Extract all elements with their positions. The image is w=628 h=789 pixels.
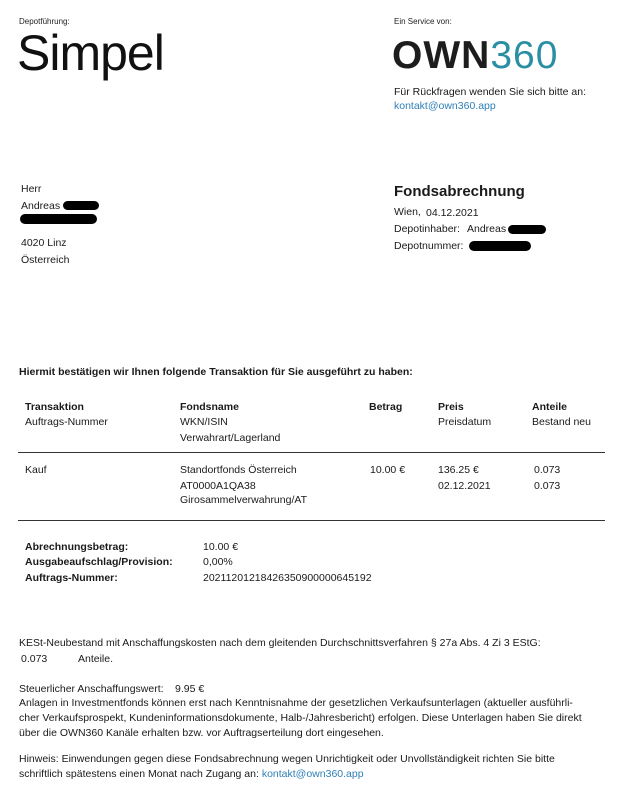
recipient-country: Österreich [21,254,70,266]
col-isin-header: WKN/ISIN [180,416,228,428]
order-number-label: Auftrags-Nummer: [25,572,118,584]
tax-value: 9.95 € [175,683,205,695]
row-amount: 10.00 € [370,464,406,476]
service-label: Ein Service von: [394,17,452,26]
own360-logo [392,36,558,75]
hint-line: Hinweis: Einwendungen gegen diese Fondsabrechnung wegen Unrichtigkeit oder Unvollständigkeit richten Sie bitte [19,753,555,765]
col-price-date-header: Preisdatum [438,416,492,428]
settlement-amount-label: Abrechnungsbetrag: [25,541,129,553]
investment-note-line: über die OWN360 Kanäle erhalten bzw. vor Auftragserteilung dort eingesehen. [19,727,384,739]
hint-email-link[interactable]: kontakt@own360.app [261,768,364,780]
kest-text: KESt-Neubestand mit Anschaffungskosten nach dem gleitenden Durchschnittsverfahren § 27a Abs. 4 Zi 3 EStG: [19,637,541,649]
fee-value: 0,00% [203,556,233,568]
row-holding-new: 0.073 [534,480,561,492]
contact-text: Für Rückfragen wenden Sie sich bitte an: [394,86,587,98]
row-transaction: Kauf [25,464,47,476]
depot-holder-name: Andreas [467,223,507,235]
col-custody-header: Verwahrart/Lagerland [180,432,281,444]
document-title: Fondsabrechnung [394,183,525,200]
order-number-value: 20211201218426350900000645192 [203,572,372,584]
hint-line [19,768,364,780]
intro-text: Hiermit bestätigen wir Ihnen folgende Transaktion für Sie ausgeführt zu haben: [19,366,413,378]
settlement-amount-value: 10.00 € [203,541,239,553]
depot-number-label: Depotnummer: [394,240,464,252]
col-order-number-header: Auftrags-Nummer [25,416,108,428]
tax-value-label: Steuerlicher Anschaffungswert: [19,683,164,695]
row-price-date: 02.12.2021 [438,480,491,492]
investment-note-line: cher Verkaufsprospekt, Kundeninformationsdokumente, Halb-/Jahresbericht) erfolgen. Diese Unterlagen haben Sie direkt [19,712,582,724]
row-fund-name: Standortfonds Österreich [180,464,297,476]
statement-place: Wien, [394,206,421,218]
col-shares-header: Anteile [532,401,568,413]
simpel-logo: Simpel [17,25,164,81]
fee-label: Ausgabeaufschlag/Provision: [25,556,173,568]
depot-label: Depotführung: [19,17,70,26]
row-isin: AT0000A1QA38 [180,480,256,492]
statement-date: 04.12.2021 [426,207,479,219]
col-transaction-header: Transaktion [25,401,84,413]
col-holding-header: Bestand neu [532,416,591,428]
depot-holder-label: Depotinhaber: [394,223,460,235]
kest-unit: Anteile. [78,653,114,665]
row-shares: 0.073 [534,464,561,476]
contact-email-link[interactable]: kontakt@own360.app [394,100,496,112]
investment-note-line: Anlagen in Investmentfonds können erst nach Kenntnisnahme der gesetzlichen Verkaufsunterlagen (aktueller ausführli- [19,697,573,709]
recipient-first-name: Andreas [21,200,61,212]
own360-logo-num: 360 [490,34,559,77]
col-fund-name-header: Fondsname [180,401,239,413]
col-price-header: Preis [438,401,464,413]
row-custody: Girosammelverwahrung/AT [180,494,308,506]
recipient-city: 4020 Linz [21,237,67,249]
redaction-mark [469,241,531,251]
redaction-mark [20,214,97,224]
col-amount-header: Betrag [369,401,403,413]
redaction-mark [508,225,546,234]
salutation: Herr [21,183,42,195]
hint-line-text: schriftlich spätestens einen Monat nach Zugang an: [19,768,259,780]
own360-logo-own: OWN [392,34,491,77]
kest-value: 0.073 [21,653,48,665]
redaction-mark [63,201,99,210]
row-price: 136.25 € [438,464,479,476]
table-divider [18,520,605,521]
table-divider [18,452,605,453]
